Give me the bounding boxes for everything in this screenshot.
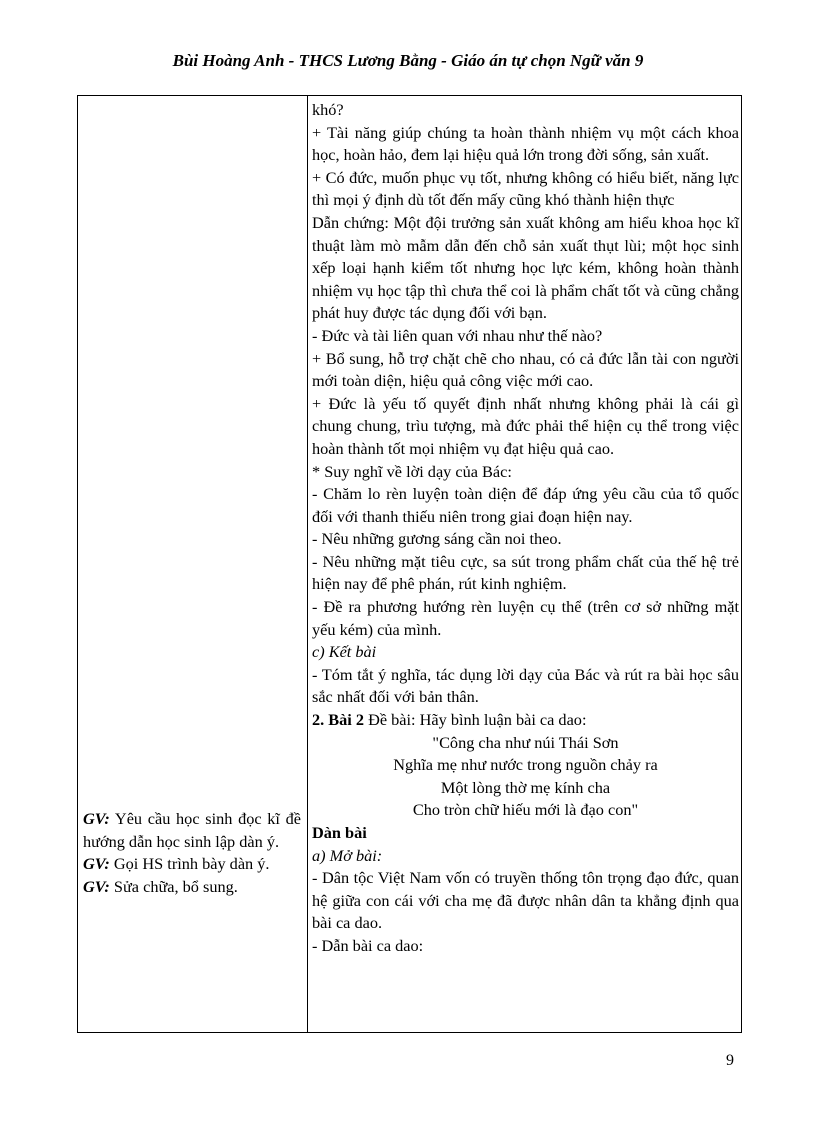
paragraph: - Dẫn bài ca dao:: [312, 935, 424, 955]
outline-heading: Dàn bài: [312, 823, 367, 842]
exercise-2-prompt: [312, 709, 739, 732]
section-heading-conclusion: c) Kết bài: [312, 642, 377, 662]
teacher-instructions: [83, 808, 301, 898]
exercise-2-text: Đề bài: Hãy bình luận bài ca dao:: [364, 710, 587, 730]
instruction-text: Gọi HS trình bày dàn ý.: [109, 854, 270, 874]
paragraph: - Tóm tắt ý nghĩa, tác dụng lời dạy của Bác và rút ra bài học sâu sắc nhất đối với bản thân.: [312, 664, 739, 707]
paragraph: - Chăm lo rèn luyện toàn diện để đáp ứng yêu cầu của tổ quốc đối với thanh thiếu niên trong giai đoạn hiện nay.: [312, 484, 739, 526]
paragraph: - Nêu những mặt tiêu cực, sa sút trong phẩm chất của thế hệ trẻ hiện nay để phê phán, rút kinh nghiệm.: [312, 551, 739, 594]
exercise-2-label: 2. Bài 2: [312, 710, 365, 730]
teacher-instruction-3: [83, 876, 301, 899]
paragraph: * Suy nghĩ về lời dạy của Bác:: [312, 461, 512, 481]
paragraph: - Đức và tài liên quan với nhau như thế nào?: [312, 325, 603, 345]
evidence-paragraph: Dẫn chứng: Một đội trưởng sản xuất không am hiểu khoa học kĩ thuật làm mò mẫm dẫn đến chỗ sản xuất thụt lùi; một học sinh xếp loại hạnh kiểm tốt nhưng học lực kém, không hoàn thành nhiệm vụ học tập thì chưa thể coi là phẩm chất tốt và cũng chẳng phát huy được tác dụng đối với bạn.: [312, 212, 739, 323]
paragraph: khó?: [312, 100, 344, 119]
paragraph: + Tài năng giúp chúng ta hoàn thành nhiệm vụ một cách khoa học, hoàn hảo, đem lại hiệu quả lớn trong đời sống, sản xuất.: [312, 122, 739, 165]
page-number: 9: [726, 1052, 734, 1069]
poem-line: "Công cha như núi Thái Sơn: [432, 732, 619, 752]
teacher-instruction-1: [83, 808, 301, 853]
section-heading-introduction: a) Mở bài:: [312, 845, 383, 865]
gv-label: GV:: [83, 809, 110, 828]
instruction-text: Yêu cầu học sinh đọc kĩ đề hướng dẫn học sinh lập dàn ý.: [83, 809, 301, 851]
teacher-instruction-2: [83, 853, 301, 876]
poem-line: Cho tròn chữ hiếu mới là đạo con": [412, 800, 639, 820]
teacher-activity-column: [78, 96, 308, 1032]
paragraph: + Đức là yếu tố quyết định nhất nhưng không phải là cái gì chung chung, trìu tượng, mà đức phải thể hiện cụ thể trong việc hoàn thành tốt mọi nhiệm vụ đạt hiệu quả cao.: [312, 393, 739, 458]
poem-line: Nghĩa mẹ như nước trong nguồn chảy ra: [393, 755, 658, 775]
paragraph: + Bổ sung, hỗ trợ chặt chẽ cho nhau, có cả đức lẫn tài con người mới toàn diện, hiệu quả công việc mới cao.: [312, 348, 739, 391]
gv-label: GV:: [83, 854, 110, 874]
paragraph: - Nêu những gương sáng cần noi theo.: [312, 529, 562, 549]
paragraph: - Đề ra phương hướng rèn luyện cụ thể (trên cơ sở những mặt yếu kém) của mình.: [312, 597, 739, 639]
page-header: Bùi Hoàng Anh - THCS Lương Bằng - Giáo án tự chọn Ngữ văn 9: [172, 51, 644, 70]
gv-label: GV:: [83, 876, 110, 896]
paragraph: + Có đức, muốn phục vụ tốt, nhưng không có hiểu biết, năng lực thì mọi ý định dù tốt đến mấy cũng khó thành hiện thực: [312, 167, 739, 210]
lesson-content: [308, 96, 741, 958]
poem-line: Một lòng thờ mẹ kính cha: [440, 777, 611, 797]
paragraph: - Dân tộc Việt Nam vốn có truyền thống tôn trọng đạo đức, quan hệ giữa con cái với cha mẹ đã được nhân dân ta khẳng định qua bài ca dao.: [312, 868, 739, 933]
lesson-content-column: [308, 96, 741, 1032]
instruction-text: Sửa chữa, bổ sung.: [109, 876, 238, 896]
lesson-table: [77, 95, 742, 1033]
